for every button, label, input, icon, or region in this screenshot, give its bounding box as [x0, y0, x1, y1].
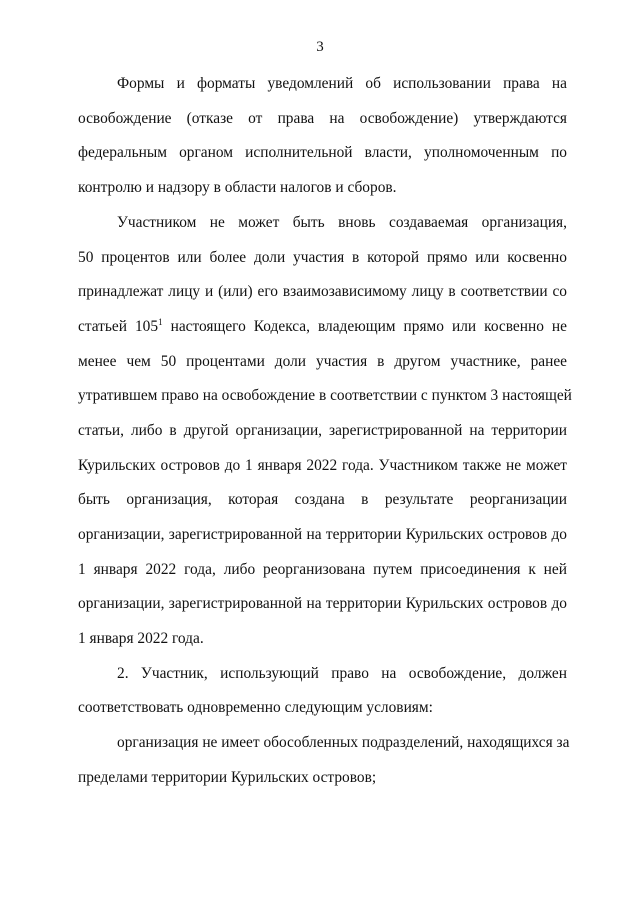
paragraph-2-line-7: статьи, либо в другой организации, зарегистрированной на территории — [78, 422, 567, 439]
paragraph-2-line-5: менее чем 50 процентами доли участия в другом участнике, ранее — [78, 353, 567, 370]
paragraph-1-line-2: освобождение (отказе от права на освобождение) утверждаются — [78, 110, 567, 127]
paragraph-1-line-4: контролю и надзору в области налогов и сборов. — [78, 179, 397, 196]
paragraph-4-line-2: пределами территории Курильских островов; — [78, 769, 377, 786]
paragraph-2-line-12: организации, зарегистрированной на территории Курильских островов до — [78, 595, 567, 612]
paragraph-2-line-13: 1 января 2022 года. — [78, 630, 204, 647]
article-reference: статьей 105 — [78, 318, 159, 335]
paragraph-2-line-9: быть организация, которая создана в результате реорганизации — [78, 491, 567, 508]
paragraph-2-line-2: 50 процентов или более доли участия в которой прямо или косвенно — [78, 249, 567, 266]
page-number: 3 — [316, 39, 324, 55]
paragraph-1-line-1: Формы и форматы уведомлений об использовании права на — [117, 75, 567, 92]
paragraph-1-line-3: федеральным органом исполнительной власти, уполномоченным по — [78, 144, 567, 161]
paragraph-2-line-8: Курильских островов до 1 января 2022 года. Участником также не может — [78, 457, 567, 474]
paragraph-2-line-10: организации, зарегистрированной на территории Курильских островов до — [78, 526, 567, 543]
paragraph-2-line-4-tail: настоящего Кодекса, владеющим прямо или косвенно не — [162, 318, 567, 335]
paragraph-2-line-3: принадлежат лицу и (или) его взаимозависимому лицу в соответствии со — [78, 283, 567, 300]
paragraph-3-line-2: соответствовать одновременно следующим условиям: — [78, 699, 433, 716]
superscript-mark: 1 — [158, 317, 163, 327]
paragraph-2-line-11: 1 января 2022 года, либо реорганизована путем присоединения к ней — [78, 561, 567, 578]
paragraph-2-line-1: Участником не может быть вновь создаваемая организация, — [117, 214, 567, 231]
paragraph-2-line-6: утратившем право на освобождение в соответствии с пунктом 3 настоящей — [78, 387, 572, 404]
paragraph-2-line-4 — [78, 318, 567, 336]
paragraph-3-line-1: 2. Участник, использующий право на освобождение, должен — [117, 665, 567, 682]
paragraph-4-line-1: организация не имеет обособленных подразделений, находящихся за — [117, 734, 570, 751]
